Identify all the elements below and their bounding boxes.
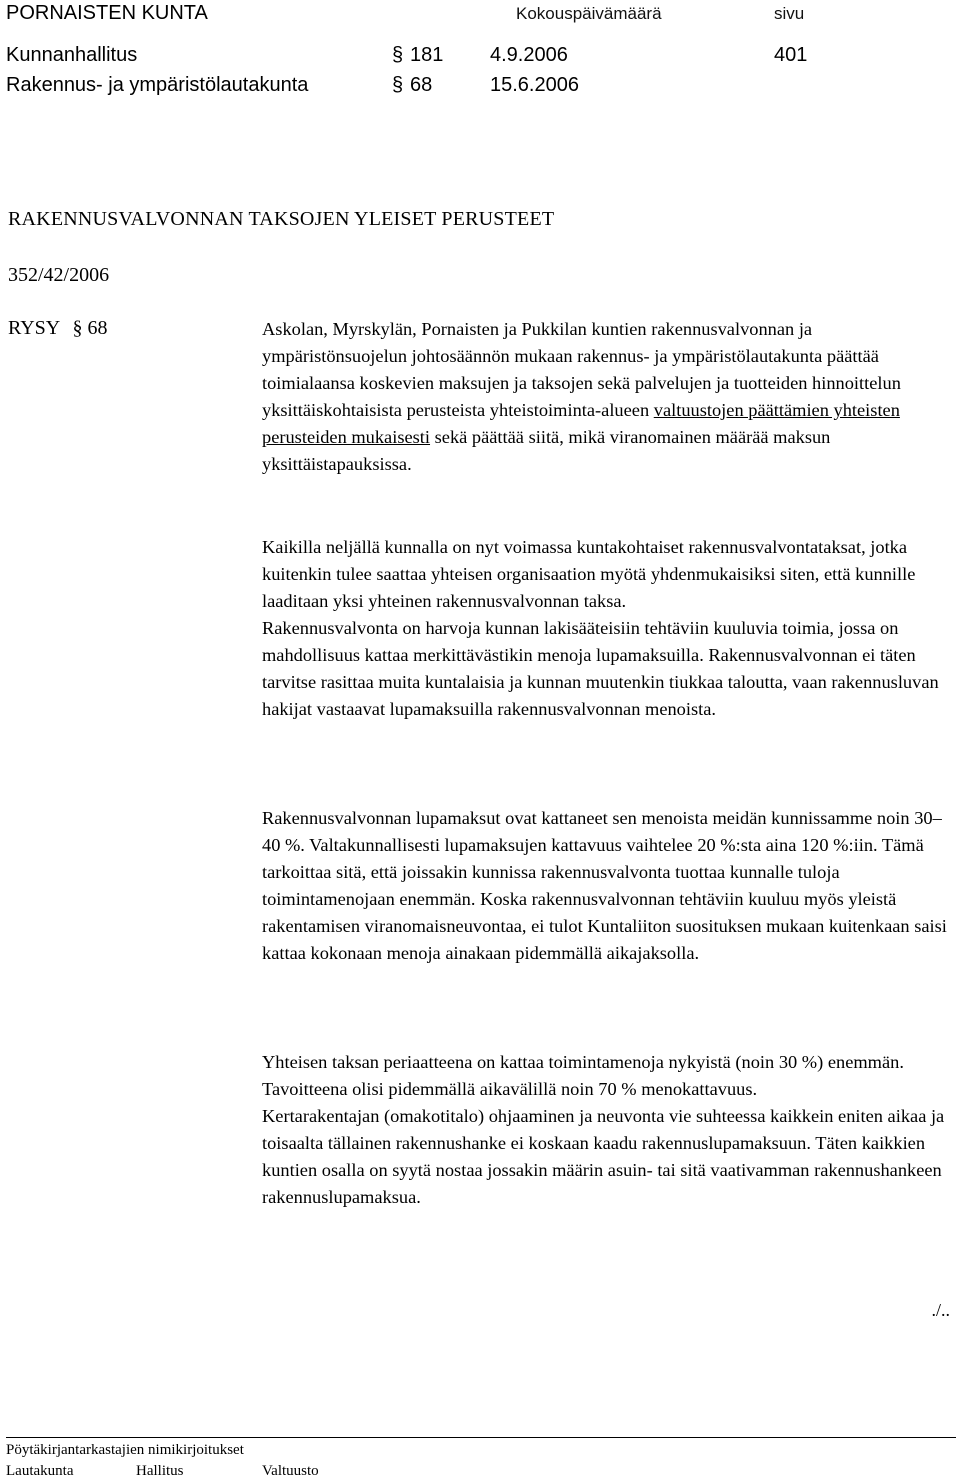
footer-divider xyxy=(6,1437,956,1438)
meeting-date: 4.9.2006 xyxy=(490,44,568,66)
footer-label-hallitus: Hallitus xyxy=(136,1463,184,1479)
paragraph-3: Rakennusvalvonta on harvoja kunnan lakisääteisiin tehtäviin kuuluvia toimia, jossa on mahdollisuus kattaa merkittävästikin menoja lupamaksuilla. Rakennusvalvonnan ei täten tarvitse rasittaa muita kuntalaisia ja kunnan muutenkin tiukkaa taloutta, vaan rakennusluvan hakijat vastaavat lupamaksuilla rakennusvalvonnan menoista. xyxy=(262,618,939,719)
meeting-date: 15.6.2006 xyxy=(490,74,579,96)
meeting-body: Rakennus- ja ympäristölautakunta xyxy=(6,74,309,96)
organization-name: PORNAISTEN KUNTA xyxy=(6,2,208,24)
para1-text: Askolan, Myrskylän, Pornaisten ja Pukkilan kuntien rakennusvalvonnan ja ympäristönsuojelun johtosäännön mukaan rakennus- ja ympäristölautakunta päättää toimialaansa koskevien maksujen ja taksojen sekä palvelujen ja tuotteiden hinnoittelun yksittäiskohtaisista perusteista yhteistoiminta-alueen xyxy=(262,319,901,420)
document-number: 352/42/2006 xyxy=(8,264,110,286)
paragraph-group-2 xyxy=(262,534,952,723)
document-title: RAKENNUSVALVONNAN TAKSOJEN YLEISET PERUSTEET xyxy=(8,208,555,230)
paragraph-1 xyxy=(262,316,952,478)
footer-title: Pöytäkirjantarkastajien nimikirjoitukset xyxy=(6,1442,244,1458)
section-sign: § xyxy=(72,317,83,339)
paragraph-6: Kertarakentajan (omakotitalo) ohjaaminen ja neuvonta vie suhteessa kaikkein eniten aikaa ja toisaalta tällainen rakennushanke ei koskaan kaadu rakennuslupamaksuun. Täten kaikkien kuntien osalla on syytä nostaa jossakin määrin asuin- tai sitä vaativamman rakennushankeen rakennuslupamaksua. xyxy=(262,1106,945,1207)
side-section-label xyxy=(8,317,108,340)
paragraph-4 xyxy=(262,805,952,967)
section-number: 68 xyxy=(410,74,433,96)
section-sign: § xyxy=(392,44,404,66)
side-section-number: 68 xyxy=(87,317,108,339)
paragraph-group-5 xyxy=(262,1049,952,1211)
section-number: 181 xyxy=(410,44,444,66)
continuation-mark: ./.. xyxy=(931,1300,950,1320)
meeting-body: Kunnanhallitus xyxy=(6,44,138,66)
date-column-label: Kokouspäivämäärä xyxy=(516,4,662,23)
paragraph-2: Kaikilla neljällä kunnalla on nyt voimassa kuntakohtaiset rakennusvalvontataksat, jotka kuitenkin tulee saattaa yhteisen organisaation myötä yhdenmukaisiksi siten, että kunnille laaditaan yksi yhteinen rakennusvalvonnan taksa. xyxy=(262,537,916,611)
para1-underlined: valtuustojen päättämien yhteisten perusteiden mukaisesti xyxy=(262,400,900,447)
footer-label-valtuusto: Valtuusto xyxy=(262,1463,319,1479)
page-column-label: sivu xyxy=(774,4,805,23)
section-sign: § xyxy=(392,74,404,96)
page-number: 401 xyxy=(774,44,808,66)
footer-label-lautakunta: Lautakunta xyxy=(6,1463,74,1479)
paragraph-4-text: Rakennusvalvonnan lupamaksut ovat kattaneet sen menoista meidän kunnissamme noin 30–40 %. Valtakunnallisesti lupamaksujen kattavuus vaihtelee 20 %:sta aina 120 %:iin. Tämä tarkoittaa sitä, että joissakin kunnissa rakennusvalvonta tuottaa kunnalle tuloja toimintamenojaan enemmän. Koska rakennusvalvonnan tehtäviin kuuluu myös yleistä rakentamisen viranomaisneuvontaa, ei tulot Kuntaliiton suosituksen mukaan kuitenkaan saisi kattaa kokonaan menoja ainakaan pidemmällä aikajaksolla. xyxy=(262,808,947,963)
side-label: RYSY xyxy=(8,317,60,339)
paragraph-5: Yhteisen taksan periaatteena on kattaa toimintamenoja nykyistä (noin 30 %) enemmän. Tavoitteena olisi pidemmällä aikavälillä noin 70 % menokattavuus. xyxy=(262,1052,904,1099)
para1-text-end: sekä päättää siitä, mikä viranomainen määrää maksun yksittäistapauksissa. xyxy=(262,427,831,474)
